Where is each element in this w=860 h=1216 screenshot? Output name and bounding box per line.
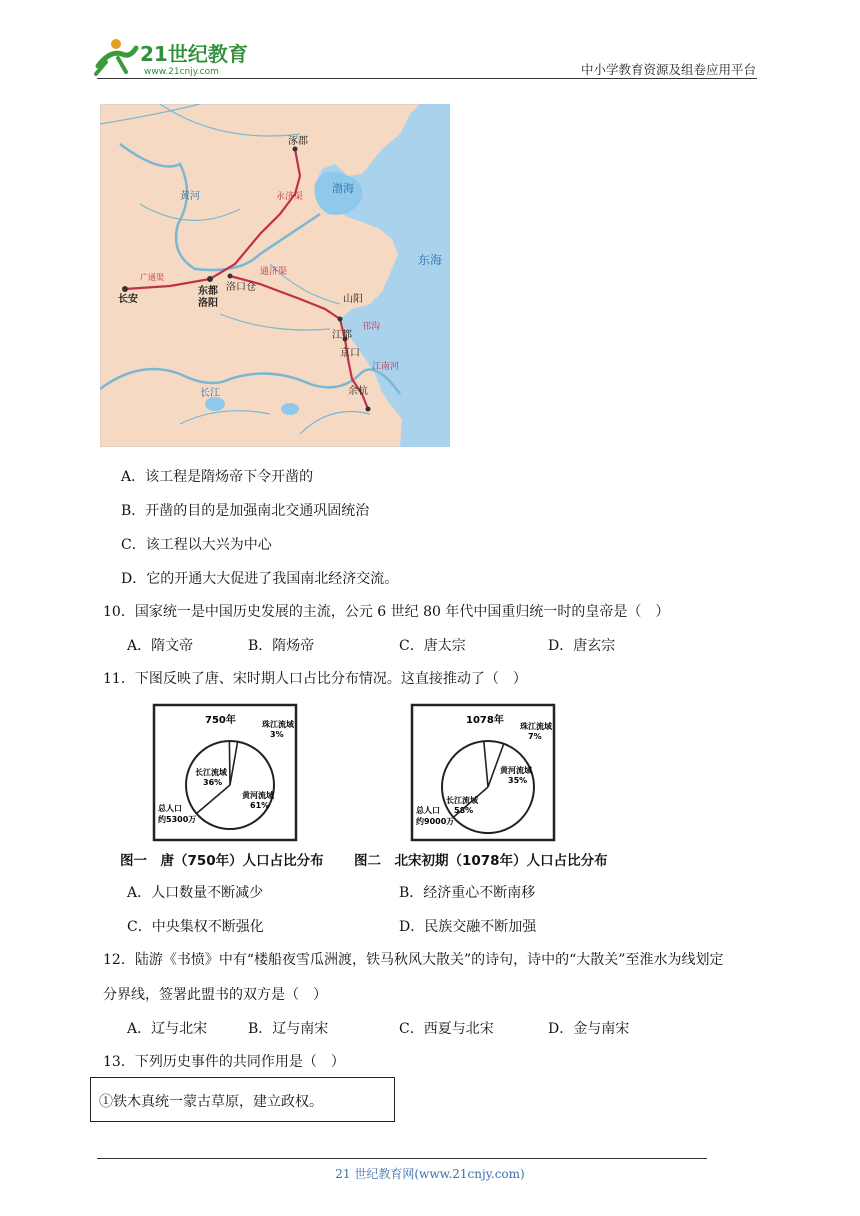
q10-option-a[interactable]: A．隋文帝 [127,638,194,654]
q9-option-c[interactable]: C．该工程以大兴为中心 [121,537,272,553]
header-platform-text: 中小学教育资源及组卷应用平台 [580,62,756,77]
logo-url: www.21cnjy.com [144,67,219,77]
svg-text:东都: 东都 [198,286,218,297]
q12-stem-line1: 12．陆游《书愤》中有“楼船夜雪瓜洲渡，铁马秋风大散关”的诗句，诗中的“大散关”至淮水为线划定 [103,952,724,968]
svg-text:永济渠: 永济渠 [276,192,304,202]
pie-chart-750 [150,703,300,847]
pie2-total-label: 约9000万 [416,817,455,826]
q13-event-text: ①铁木真统一蒙古草原，建立政权。 [99,1094,323,1110]
svg-text:通济渠: 通济渠 [260,267,288,277]
pie1-slice-value: 3% [270,730,284,739]
pie2-title: 1078年 [466,715,504,726]
pie1-slice-value: 61% [250,801,270,810]
pie1-slice-name: 黄河流域 [242,791,274,800]
q13-event-box [90,1077,395,1122]
pie2-slice-value: 58% [454,806,474,815]
pie1-slice-edge [229,741,230,785]
q12-option-a[interactable]: A．辽与北宋 [127,1021,208,1037]
footer-divider [97,1158,707,1159]
footer-text: 21 世纪教育网(www.21cnjy.com) [335,1167,525,1181]
header-divider [97,78,757,79]
svg-text:江南河: 江南河 [372,362,400,372]
svg-text:东海: 东海 [418,253,443,267]
q12-option-b[interactable]: B．辽与南宋 [248,1021,329,1037]
pie1-caption: 图一 唐（750年）人口占比分布 [120,853,324,869]
svg-text:洛口仓: 洛口仓 [226,282,256,293]
q12-stem-line2: 分界线，签署此盟书的双方是（ ） [103,987,327,1003]
logo-text: 21世纪教育 [140,42,248,66]
q10-option-c[interactable]: C．唐太宗 [399,638,466,654]
svg-text:山阳: 山阳 [343,294,363,305]
q12-option-d[interactable]: D．金与南宋 [548,1021,630,1037]
q11-option-b[interactable]: B．经济重心不断南移 [399,885,536,901]
q10-option-d[interactable]: D．唐玄宗 [548,638,616,654]
svg-text:洛阳: 洛阳 [198,298,218,309]
q11-stem: 11．下图反映了唐、宋时期人口占比分布情况。这直接推动了（ ） [103,671,527,687]
pie1-slice-value: 36% [203,778,223,787]
pie1-total-label: 总人口 [158,804,182,813]
pie1-total-label: 约5300万 [158,815,197,824]
q10-stem: 10．国家统一是中国历史发展的主流，公元 6 世纪 80 年代中国重归统一时的皇帝是（ ） [103,604,670,620]
pie1-title: 750年 [205,715,236,726]
svg-text:黄河: 黄河 [180,191,200,202]
q9-option-d[interactable]: D．它的开通大大促进了我国南北经济交流。 [121,571,399,587]
logo-head-icon [111,39,121,49]
pie1-slice-name: 珠江流域 [262,720,294,729]
svg-text:涿郡: 涿郡 [288,136,308,147]
pie2-caption: 图二 北宋初期（1078年）人口占比分布 [354,853,608,869]
pie2-slice-value: 7% [528,732,542,741]
svg-text:长江: 长江 [200,388,220,399]
pie2-slice-name: 长江流域 [446,796,478,805]
svg-text:余杭: 余杭 [348,386,368,397]
svg-text:邗沟: 邗沟 [362,322,381,332]
svg-text:广通渠: 广通渠 [140,273,164,282]
svg-text:江都: 江都 [332,330,352,341]
pie1-slice-name: 长江流域 [195,768,227,777]
q11-option-c[interactable]: C．中央集权不断强化 [127,919,264,935]
q9-option-b[interactable]: B．开凿的目的是加强南北交通巩固统治 [121,503,370,519]
pie2-slice-value: 35% [508,776,528,785]
q9-option-a[interactable]: A．该工程是隋炀帝下令开凿的 [121,469,314,485]
q10-option-b[interactable]: B．隋炀帝 [248,638,315,654]
q13-stem: 13．下列历史事件的共同作用是（ ） [103,1054,345,1070]
svg-text:渤海: 渤海 [332,182,354,195]
svg-text:京口: 京口 [340,348,360,359]
grand-canal-map [100,104,450,447]
site-logo [92,36,262,78]
q11-option-d[interactable]: D．民族交融不断加强 [399,919,537,935]
pie2-total-label: 总人口 [416,806,440,815]
q11-option-a[interactable]: A．人口数量不断减少 [127,885,264,901]
pie2-slice-name: 黄河流域 [500,766,532,775]
svg-text:长安: 长安 [118,294,138,305]
pie-chart-1078 [408,703,558,847]
pie2-slice-name: 珠江流域 [520,722,552,731]
q12-option-c[interactable]: C．西夏与北宋 [399,1021,494,1037]
